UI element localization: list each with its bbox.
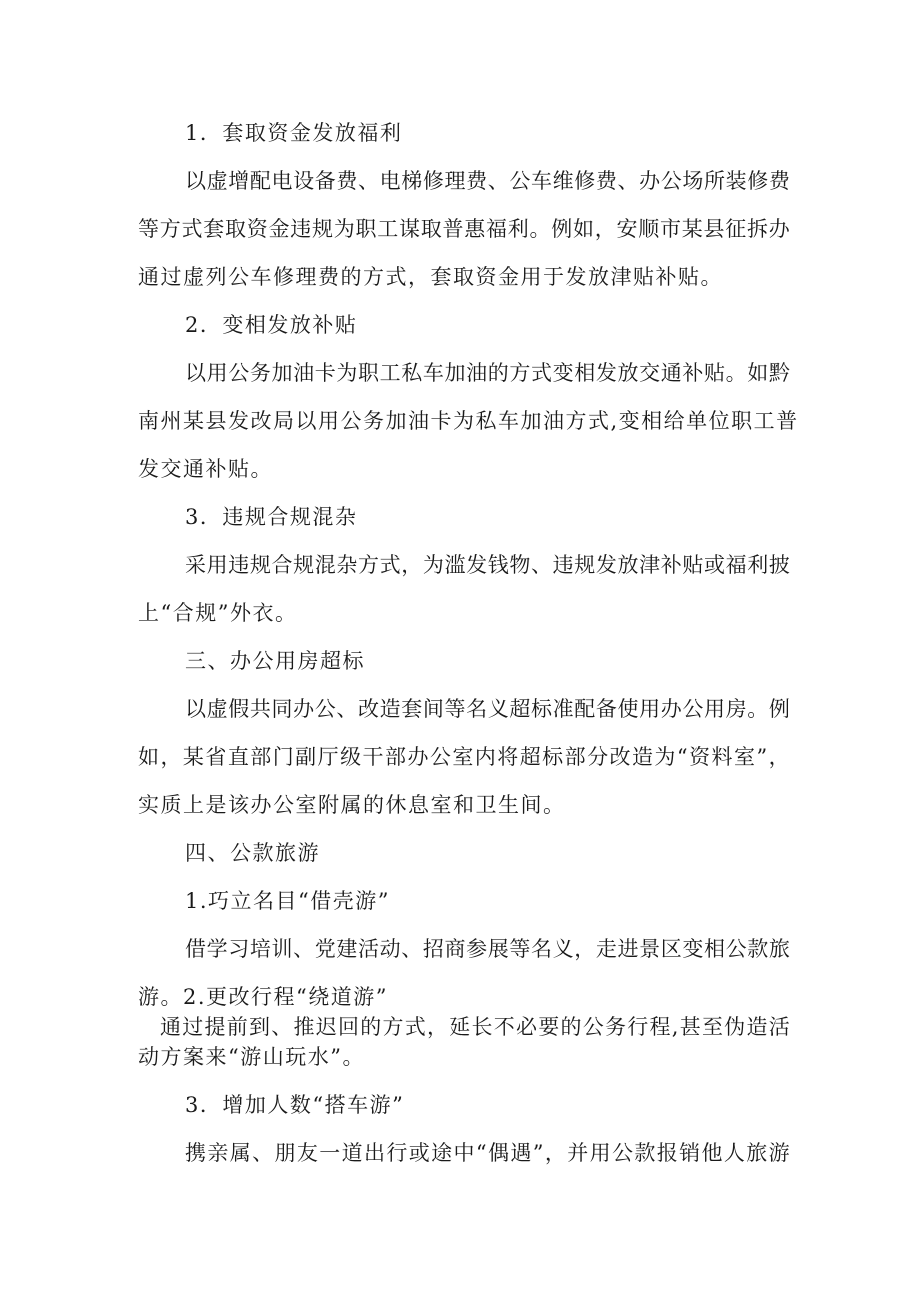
paragraph-line: 等 方 式 套 取 资 金 违 规 为 职 工 谋 取 普 惠 福 利 。 例 如 ， 安 顺 市 某 县 征 拆 办 [138, 217, 790, 241]
paragraph-line: 以 虚 增 配 电 设 备 费 、 电 梯 修 理 费 、 公 车 维 修 费 、 办 公 场 所 装 修 费 [185, 169, 790, 193]
paragraph-line: 通 过 提 前 到 、 推 迟 回 的 方 式 ， 延 长 不 必 要 的 公 务 行 程 , 甚 至 伪 造 活 [160, 1015, 790, 1039]
paragraph-line: 动方案来“游山玩水”。 [138, 1045, 365, 1069]
paragraph-line: 通过虚列公车修理费的方式，套取资金用于发放津贴补贴。 [138, 265, 723, 289]
section-heading: 3．增加人数“搭车游” [185, 1093, 405, 1117]
section-heading: 1．套取资金发放福利 [185, 121, 403, 145]
paragraph-line: 上“合规”外衣。 [138, 601, 298, 625]
section-heading: 3．违规合规混杂 [185, 505, 358, 529]
section-heading: 三、办公用房超标 [185, 649, 365, 673]
paragraph-line: 游。2.更改行程“绕道游” [138, 985, 389, 1009]
paragraph-line: 携 亲 属 、 朋 友 一 道 出 行 或 途 中 “ 偶 遇 ” ， 并 用 公 款 报 销 他 人 旅 游 [185, 1141, 790, 1165]
paragraph-line: 以 虚 假 共 同 办 公 、 改 造 套 间 等 名 义 超 标 准 配 备 使 用 办 公 用 房 。 例 [185, 697, 790, 721]
paragraph-line: 发交通补贴。 [138, 457, 273, 481]
section-heading: 2．变相发放补贴 [185, 313, 358, 337]
paragraph-line: 实质上是该办公室附属的休息室和卫生间。 [138, 793, 566, 817]
paragraph-line: 借 学 习 培 训 、 党 建 活 动 、 招 商 参 展 等 名 义 ， 走 进 景 区 变 相 公 款 旅 [185, 937, 790, 961]
section-heading: 四、公款旅游 [185, 841, 320, 865]
section-heading: 1.巧立名目“借壳游” [185, 889, 391, 913]
paragraph-line: 以 用 公 务 加 油 卡 为 职 工 私 车 加 油 的 方 式 变 相 发 放 交 通 补 贴 。 如 黔 [185, 361, 790, 385]
paragraph-line: 南州某县发改局以用公务加油卡为私车加油方式,变相给单位职工普 [138, 409, 799, 433]
paragraph-line: 如 ， 某 省 直 部 门 副 厅 级 干 部 办 公 室 内 将 超 标 部 分 改 造 为 “ 资 料 室 ” ， [138, 745, 790, 769]
paragraph-line: 采 用 违 规 合 规 混 杂 方 式 ， 为 滥 发 钱 物 、 违 规 发 放 津 补 贴 或 福 利 披 [185, 553, 790, 577]
